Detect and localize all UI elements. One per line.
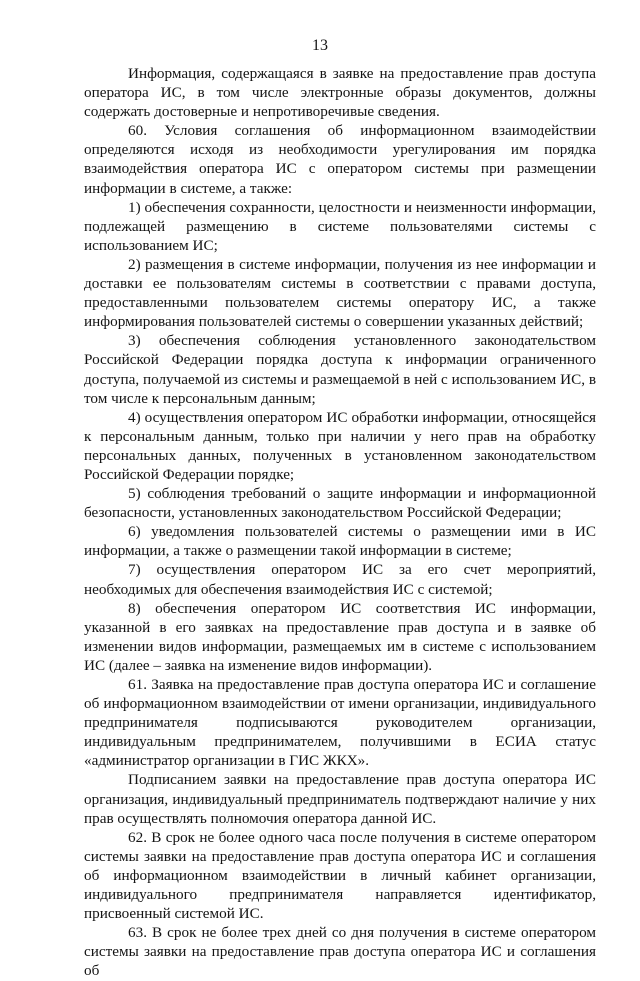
paragraph-63: 63. В срок не более трех дней со дня получения в системе оператором системы заявки на предоставление прав доступа оператора ИС и соглашения об: [84, 924, 596, 980]
document-body: [84, 64, 596, 981]
list-item-6: 6) уведомления пользователей системы о размещении ими в ИС информации, а также о размещении такой информации в системе;: [84, 523, 596, 560]
paragraph-info-requirements: Информация, содержащаяся в заявке на предоставление прав доступа оператора ИС, в том числе электронные образы документов, должны содержать достоверные и непротиворечивые сведения.: [84, 65, 596, 121]
list-item-4: 4) осуществления оператором ИС обработки информации, относящейся к персональным данным, только при наличии у него прав на обработку персональных данных, полученных в установленном законодательством Российской Федерации порядке;: [84, 408, 596, 483]
list-item-2: 2) размещения в системе информации, получения из нее информации и доставки ее пользователям системы в соответствии с правами доступа, предоставленными пользователем системы оператору ИС, а также информирования пользователей системы о совершении указанных действий;: [84, 255, 596, 331]
page-number: 13: [312, 37, 328, 54]
list-item-1: 1) обеспечения сохранности, целостности и неизменности информации, подлежащей размещению в системе пользователями системы с использованием ИС;: [84, 198, 596, 254]
paragraph-61: 61. Заявка на предоставление прав доступа оператора ИС и соглашение об информационном взаимодействии от имени организации, индивидуального предпринимателя подписываются руководителем организации, индивидуальным предпринимателем, получившими в ЕСИА статус «администратор организации в ГИС ЖКХ».: [84, 676, 596, 770]
list-item-8: 8) обеспечения оператором ИС соответствия ИС информации, указанной в его заявках на предоставление прав доступа и в заявке об изменении видов информации, размещаемых им в системе с использованием ИС (далее – заявка на изменение видов информации).: [84, 599, 596, 674]
paragraph-62: 62. В срок не более одного часа после получения в системе оператором системы заявки на предоставление прав доступа оператора ИС и соглашения об информационном взаимодействии в личный кабинет организации, индивидуального предпринимателя направляется идентификатор, присвоенный системой ИС.: [84, 828, 596, 923]
list-item-5: 5) соблюдения требований о защите информации и информационной безопасности, установленных законодательством Российской Федерации;: [84, 485, 596, 522]
list-item-7: 7) осуществления оператором ИС за его счет мероприятий, необходимых для обеспечения взаимодействия ИС с системой;: [84, 561, 596, 598]
list-item-3: 3) обеспечения соблюдения установленного законодательством Российской Федерации порядка доступа к информации ограниченного доступа, получаемой из системы и размещаемой в ней с использованием ИС, в том числе к персональным данным;: [84, 332, 596, 407]
paragraph-signing: Подписанием заявки на предоставление прав доступа оператора ИС организация, индивидуальный предприниматель подтверждают наличие у них прав осуществлять полномочия оператора данной ИС.: [84, 771, 596, 827]
paragraph-60: 60. Условия соглашения об информационном взаимодействии определяются исходя из необходимости урегулирования им порядка взаимодействия оператора ИС с оператором системы при размещении информации в системе, а также:: [84, 122, 596, 197]
